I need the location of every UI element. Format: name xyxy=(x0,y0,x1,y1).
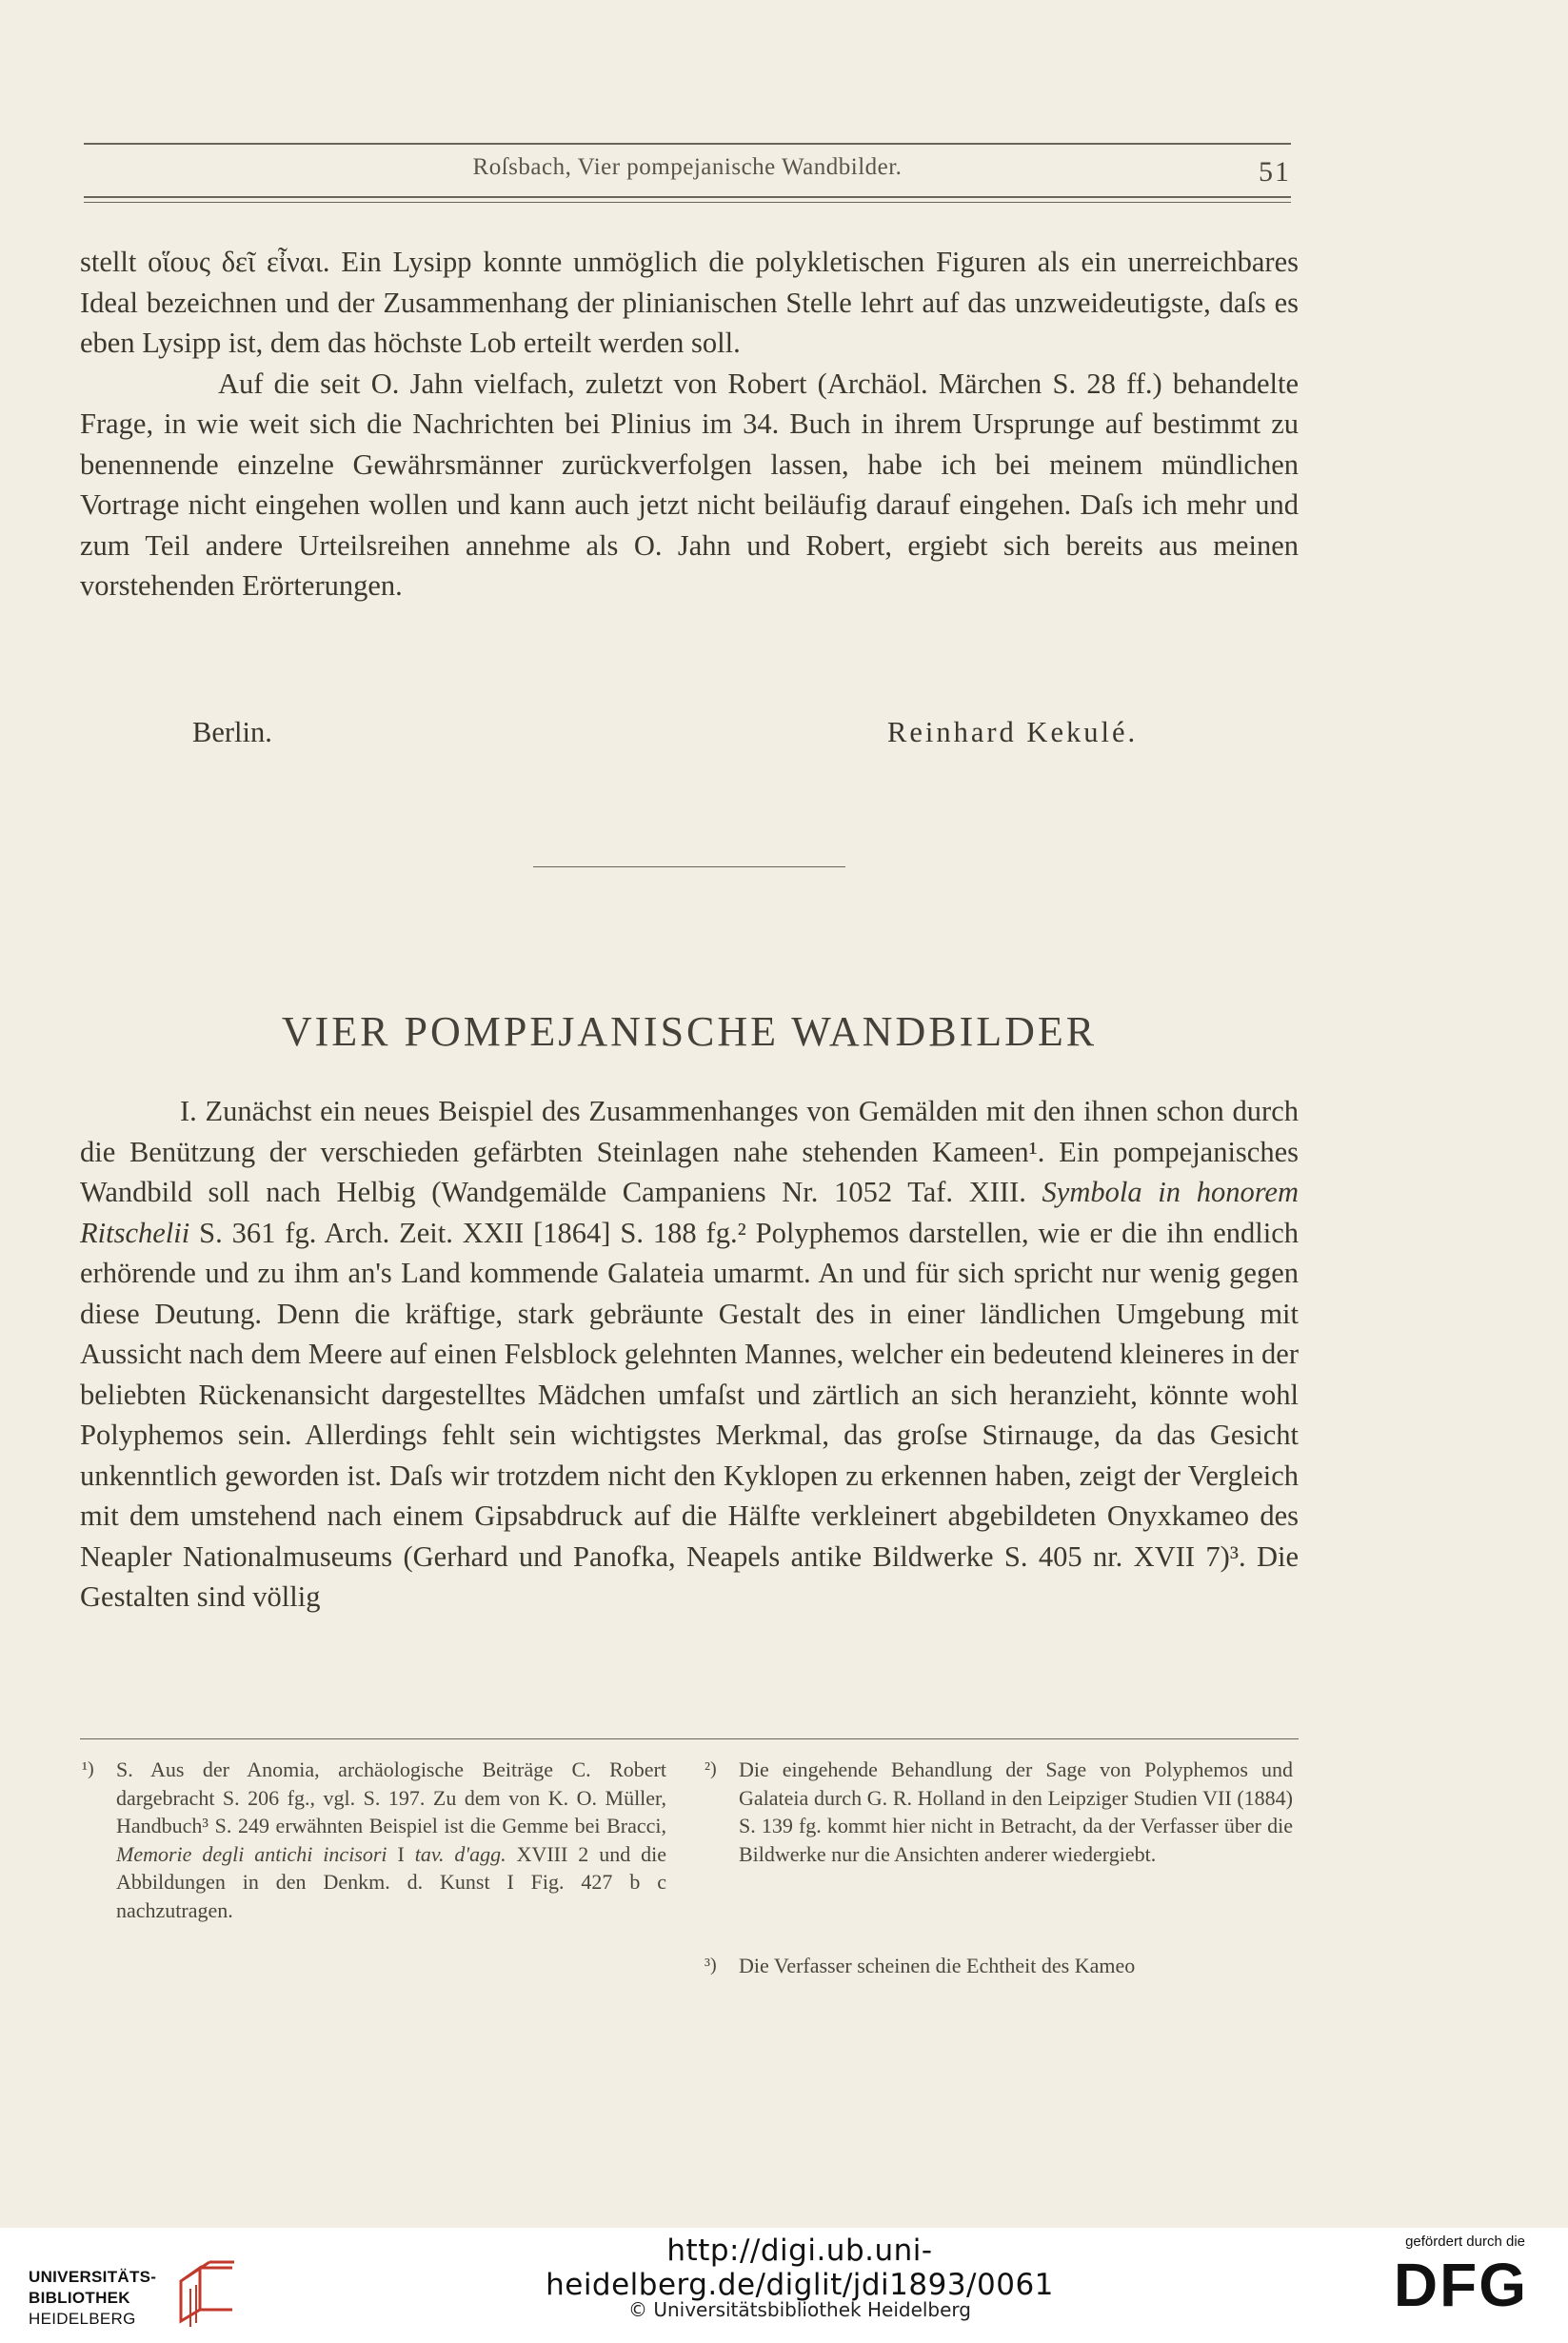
page-number: 51 xyxy=(1259,156,1291,188)
signature-line xyxy=(80,716,1299,758)
library-emblem-icon xyxy=(171,2260,242,2331)
signature-place: Berlin. xyxy=(192,716,272,748)
article-text-pre: I. Zunächst ein neues Beispiel des Zusammenhanges von Gemälden mit den ihnen schon durch die Benützung der verschieden gefärbten Steinlagen nahe stehenden Kameen¹. Ein pompejanisches Wandbild soll nach Helbig (Wandgemälde Campaniens Nr. 1052 Taf. XIII. xyxy=(80,1095,1299,1208)
header-bottom-rule xyxy=(84,196,1291,198)
footnote-3-text: Die Verfasser scheinen die Echtheit des Kameo xyxy=(739,1954,1136,1977)
footnote-1-text-pre: S. Aus der Anomia, archäologische Beiträge C. Robert dargebracht S. 206 fg., vgl. S. 197. Zu dem von K. O. Müller, Handbuch³ S. 249 erwähnten Beispiel ist die Gemme bei Bracci, xyxy=(116,1757,666,1837)
header-top-rule xyxy=(84,143,1291,145)
copyright-notice: © Universitätsbibliothek Heidelberg xyxy=(627,2298,971,2321)
library-logo[interactable] xyxy=(29,2268,248,2334)
running-title: Roſsbach, Vier pompejanische Wandbilder. xyxy=(472,154,903,180)
footnote-3-mark: ³) xyxy=(705,1955,717,1976)
header-bottom-rule-2 xyxy=(84,202,1291,203)
library-name-line-2: BIBLIOTHEK xyxy=(29,2289,130,2307)
footnote-2-text: Die eingehende Behandlung der Sage von Polyphemos und Galateia durch G. R. Holland in den Leipziger Studien VII (1884) S. 139 fg. kommt hier nicht in Betracht, da der Verfasser über die Bildwerke nur die Ansichten anderer wiedergiebt. xyxy=(739,1757,1293,1866)
article-text-post: S. 361 fg. Arch. Zeit. XXII [1864] S. 188 fg.² Polyphemos darstellen, wie er die ihn endlich erhörende und zu ihm an's Land kommende Galateia umarmt. An und für sich spricht nur wenig gegen diese Deutung. Denn die kräftige, stark gebräunte Gestalt des in einer ländlichen Umgebung mit Aussicht nach dem Meere auf einen Felsblock gelehnten Mannes, welcher ein bedeutend kleineres in der beliebten Rückenansicht dargestelltes Mädchen umfaſst und zärtlich an sich heranzieht, könnte wohl Polyphemos sein. Allerdings fehlt sein wichtigstes Merkmal, das groſse Stirnauge, da das Gesicht unkenntlich geworden ist. Daſs wir trotzdem nicht den Kyklopen zu erkennen haben, zeigt der Vergleich mit dem umstehend nach einem Gipsabdruck auf die Hälfte verkleinert abgebildeten Onyxkameo des Neapler Nationalmuseums (Gerhard und Panofka, Neapels antike Bildwerke S. 405 nr. XVII 7)³. Die Gestalten sind völlig xyxy=(80,1216,1299,1613)
library-name-line-1: UNIVERSITÄTS- xyxy=(29,2268,157,2286)
continuation-paragraph-2: Auf die seit O. Jahn vielfach, zuletzt von Robert (Archäol. Märchen S. 28 ff.) behandelte Frage, in wie weit sich die Nachrichten bei Plinius im 34. Buch in ihrem Ursprunge auf bestimmt zu benennende einzelne Gewährsmänner zurückverfolgen lassen, habe ich bei meinem mündlichen Vortrage nicht eingehen wollen und kann auch jetzt nicht beiläufig darauf eingehen. Daſs ich mehr und zum Teil andere Urteilsreihen annehme als O. Jahn und Robert, ergiebt sich bereits aus meinen vorstehenden Erörterungen. xyxy=(80,367,1299,602)
footnote-2 xyxy=(705,1756,1293,1868)
footnote-1-italic-2: tav. d'agg. xyxy=(414,1841,506,1866)
footnote-1-italic: Memorie degli antichi incisori xyxy=(116,1841,387,1866)
footnote-1-text-post: XVIII 2 und die Abbildungen in den Denkm. d. Kunst I Fig. 427 b c nachzutragen. xyxy=(116,1841,667,1922)
footnote-1-text-mid: I xyxy=(387,1841,415,1866)
library-name-line-3: HEIDELBERG xyxy=(29,2310,136,2328)
dfg-logo[interactable]: DFG xyxy=(1393,2251,1528,2319)
article-body xyxy=(80,1091,1299,1618)
continuation-text xyxy=(80,242,1299,606)
article-paragraph-1 xyxy=(80,1091,1299,1618)
sponsor-note: gefördert durch die xyxy=(1405,2234,1525,2250)
signature-author: Reinhard Kekulé. xyxy=(887,716,1139,748)
footnote-3 xyxy=(705,1952,1293,1980)
running-header xyxy=(84,152,1291,194)
continuation-paragraph-1: stellt οἵους δεῖ εἶναι. Ein Lysipp konnte unmöglich die polykletischen Figuren als ein unerreichbares Ideal bezeichnen und der Zusammenhang der plinianischen Stelle lehrt auf das unzweideutigste, daſs es eben Lysipp ist, dem das höchste Lob erteilt werden soll. xyxy=(80,246,1299,359)
footnote-1-mark: ¹) xyxy=(82,1758,94,1779)
section-divider xyxy=(533,866,845,867)
footnote-2-mark: ²) xyxy=(705,1758,717,1779)
footnote-1 xyxy=(82,1756,667,1924)
footnote-rule xyxy=(80,1738,1299,1739)
permalink-url[interactable]: http://digi.ub.uni-heidelberg.de/diglit/jdi1893/0061 xyxy=(546,2234,1054,2302)
article-text-italic: Symbola in honorem Ritschelii xyxy=(80,1176,1299,1249)
article-title: VIER POMPEJANISCHE WANDBILDER xyxy=(281,1008,1098,1055)
